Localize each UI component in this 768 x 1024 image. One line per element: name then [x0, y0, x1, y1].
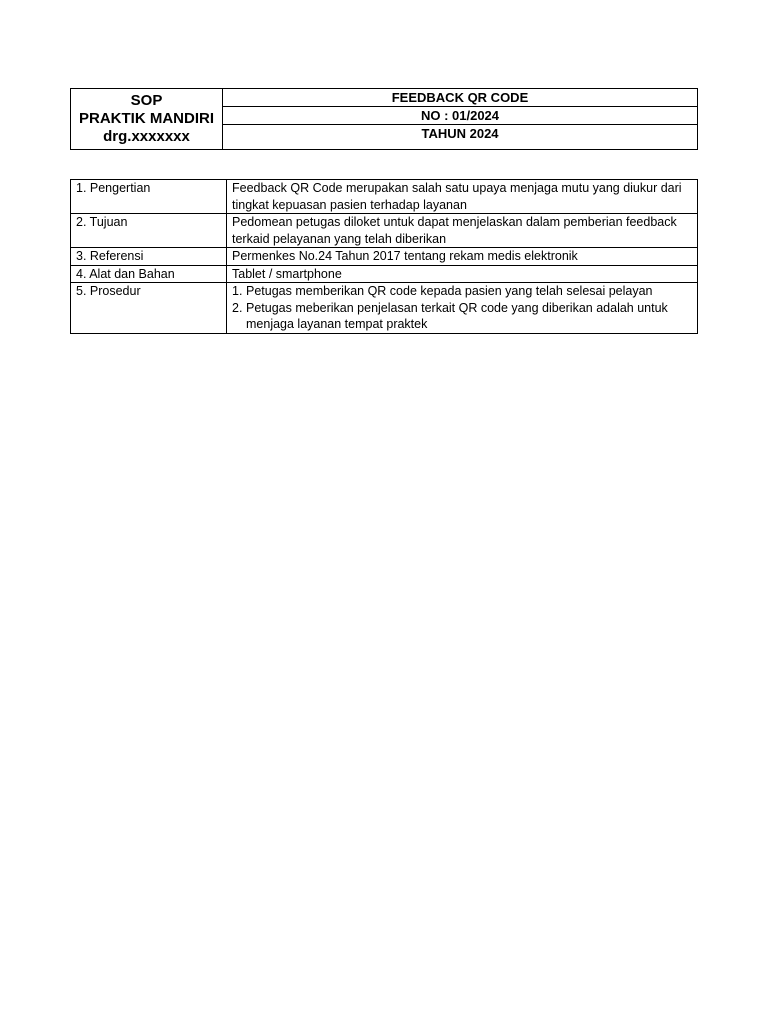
- practice-name: PRAKTIK MANDIRI: [79, 110, 214, 127]
- section-label: 4. Alat dan Bahan: [71, 265, 227, 283]
- procedure-step: [232, 300, 692, 333]
- section-row-tujuan: [71, 214, 698, 248]
- procedure-list: [227, 283, 698, 334]
- sop-header-table: [70, 88, 698, 150]
- section-text: Tablet / smartphone: [227, 265, 698, 283]
- section-text: Pedomean petugas diloket untuk dapat menjelaskan dalam pemberian feedback terkaid pelayanan yang telah diberikan: [227, 214, 698, 248]
- section-label: 3. Referensi: [71, 248, 227, 266]
- section-text: Feedback QR Code merupakan salah satu upaya menjaga mutu yang diukur dari tingkat kepuasan pasien terhadap layanan: [227, 180, 698, 214]
- section-label: 2. Tujuan: [71, 214, 227, 248]
- procedure-step-text: Petugas meberikan penjelasan terkait QR code yang diberikan adalah untuk menjaga layanan tempat praktek: [246, 300, 668, 331]
- procedure-step-number: 2.: [232, 300, 243, 315]
- section-row-prosedur: [71, 283, 698, 334]
- procedure-step-text: Petugas memberikan QR code kepada pasien yang telah selesai pelayan: [246, 284, 653, 298]
- doctor-name: drg.xxxxxxx: [103, 128, 190, 145]
- section-row-referensi: [71, 248, 698, 266]
- section-label: 5. Prosedur: [71, 283, 227, 334]
- procedure-step-number: 1.: [232, 284, 243, 298]
- document-year: TAHUN 2024: [223, 125, 698, 150]
- document-title: FEEDBACK QR CODE: [223, 89, 698, 107]
- sop-label: SOP: [130, 92, 163, 109]
- sop-content-table: [70, 179, 698, 334]
- sop-title-cell: [71, 89, 223, 150]
- section-label: 1. Pengertian: [71, 180, 227, 214]
- section-text: Permenkes No.24 Tahun 2017 tentang rekam medis elektronik: [227, 248, 698, 266]
- section-row-pengertian: [71, 180, 698, 214]
- document-number: NO : 01/2024: [223, 107, 698, 125]
- section-row-alat-bahan: [71, 265, 698, 283]
- procedure-step: [232, 283, 692, 300]
